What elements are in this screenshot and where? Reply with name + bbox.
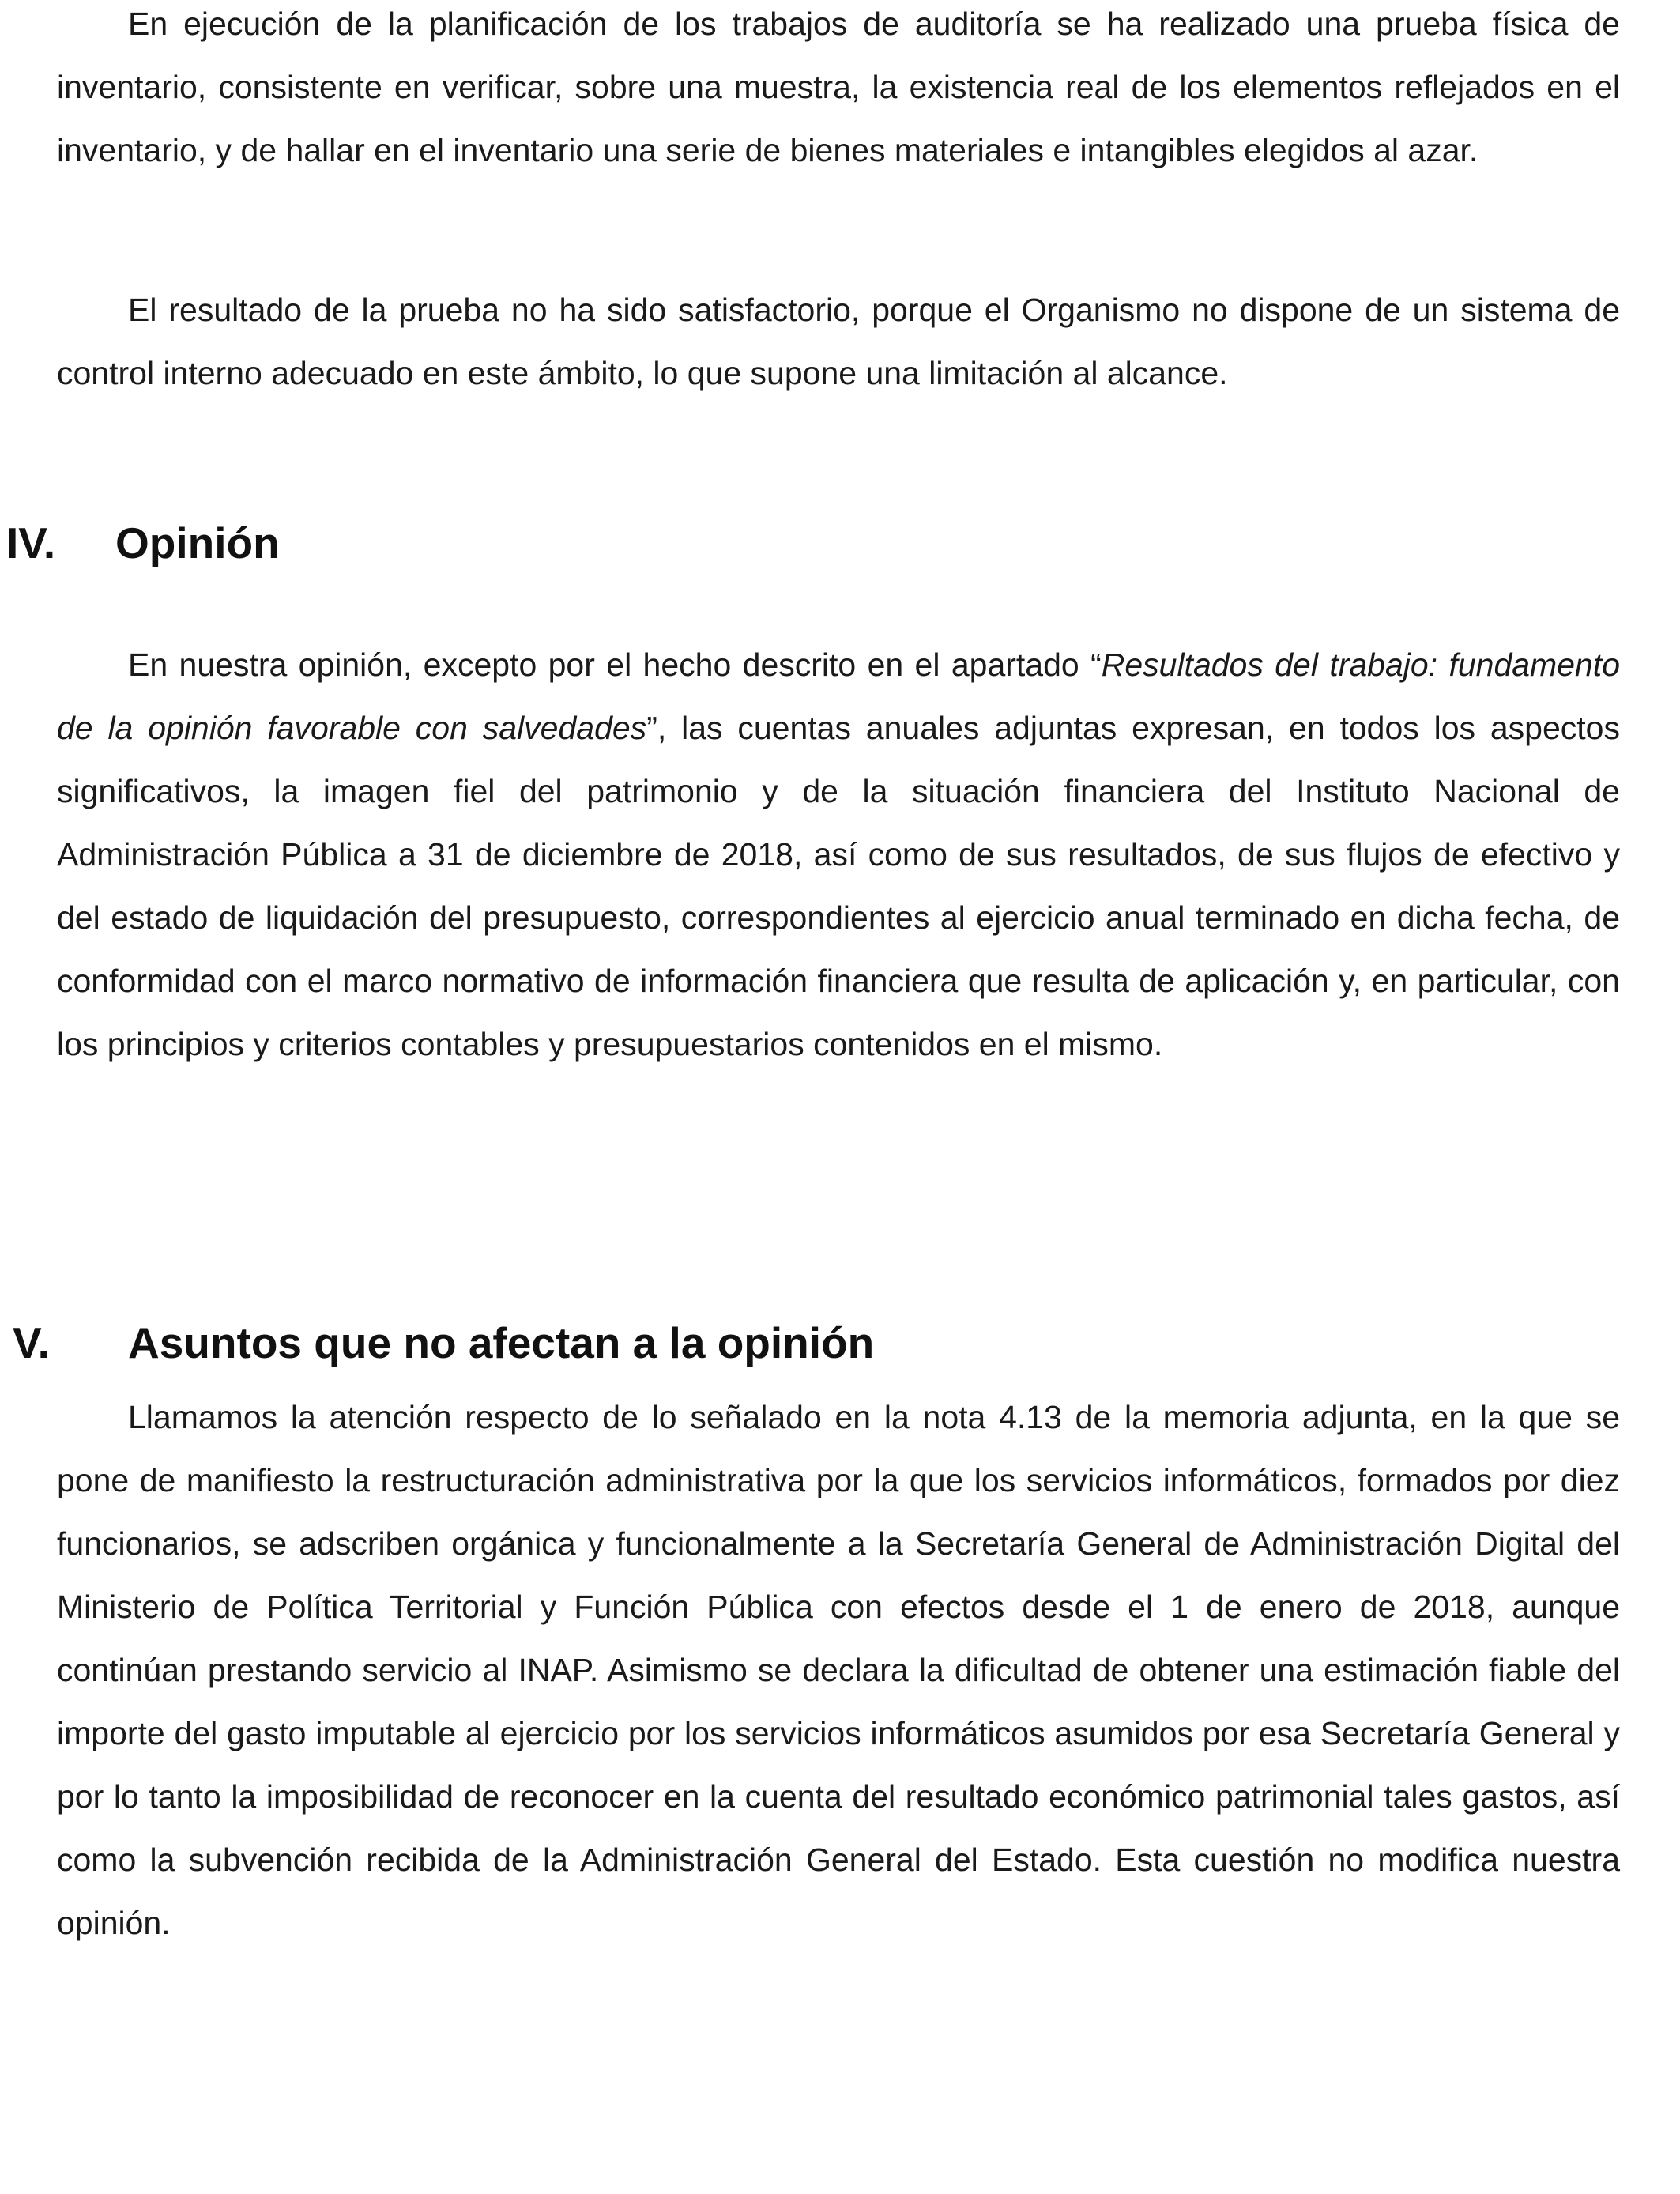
paragraph-inventory-test: En ejecución de la planificación de los trabajos de auditoría se ha realizado una prueba física de inventario, consistente en verificar, sobre una muestra, la existencia real de los elementos reflejados en el inventario, y de hallar en el inventario una serie de bienes materiales e intangibles elegidos al azar.: [57, 6, 1620, 168]
section-title: Opinión: [115, 518, 280, 567]
paragraph-test-result: El resultado de la prueba no ha sido satisfactorio, porque el Organismo no dispone de un sistema de control interno adecuado en este ámbito, lo que supone una limitación al alcance.: [57, 292, 1620, 391]
opinion-quoted-title: Resultados del trabajo: fundamento de la opinión favorable con salvedades: [57, 647, 1621, 746]
paragraph-emphasis-of-matter: Llamamos la atención respecto de lo señalado en la nota 4.13 de la memoria adjunta, en la que se pone de manifiesto la restructuración administrativa por la que los servicios informáticos, formados por diez funcionarios, se adscriben orgánica y funcionalmente a la Secretaría General de Administración Digital del Ministerio de Política Territorial y Función Pública con efectos desde el 1 de enero de 2018, aunque continúan prestando servicio al INAP. Asimismo se declara la dificultad de obtener una estimación fiable del importe del gasto imputable al ejercicio por los servicios informáticos asumidos por esa Secretaría General y por lo tanto la imposibilidad de reconocer en la cuenta del resultado económico patrimonial tales gastos, así como la subvención recibida de la Administración General del Estado. Esta cuestión no modifica nuestra opinión.: [57, 1399, 1620, 1941]
section-number: V.: [13, 1318, 50, 1367]
paragraph-opinion: [57, 633, 1620, 1076]
document-page: [6, 0, 1621, 1941]
section-heading-matters: [13, 1315, 1620, 1370]
section-heading-opinion: [6, 515, 1620, 571]
section-title: Asuntos que no afectan a la opinión: [128, 1318, 875, 1367]
section-number: IV.: [6, 518, 56, 567]
opinion-text-end: ”, las cuentas anuales adjuntas expresan, en todos los aspectos significativos, la imagen fiel del patrimonio y de la situación financiera del Instituto Nacional de Administración Pública a 31 de diciembre de 2018, así como de sus resultados, de sus flujos de efectivo y del estado de liquidación del presupuesto, correspondientes al ejercicio anual terminado en dicha fecha, de conformidad con el marco normativo de información financiera que resulta de aplicación y, en particular, con los principios y criterios contables y presupuestarios contenidos en el mismo.: [57, 710, 1620, 1062]
opinion-text-start: En nuestra opinión, excepto por el hecho descrito en el apartado “: [128, 647, 1102, 683]
